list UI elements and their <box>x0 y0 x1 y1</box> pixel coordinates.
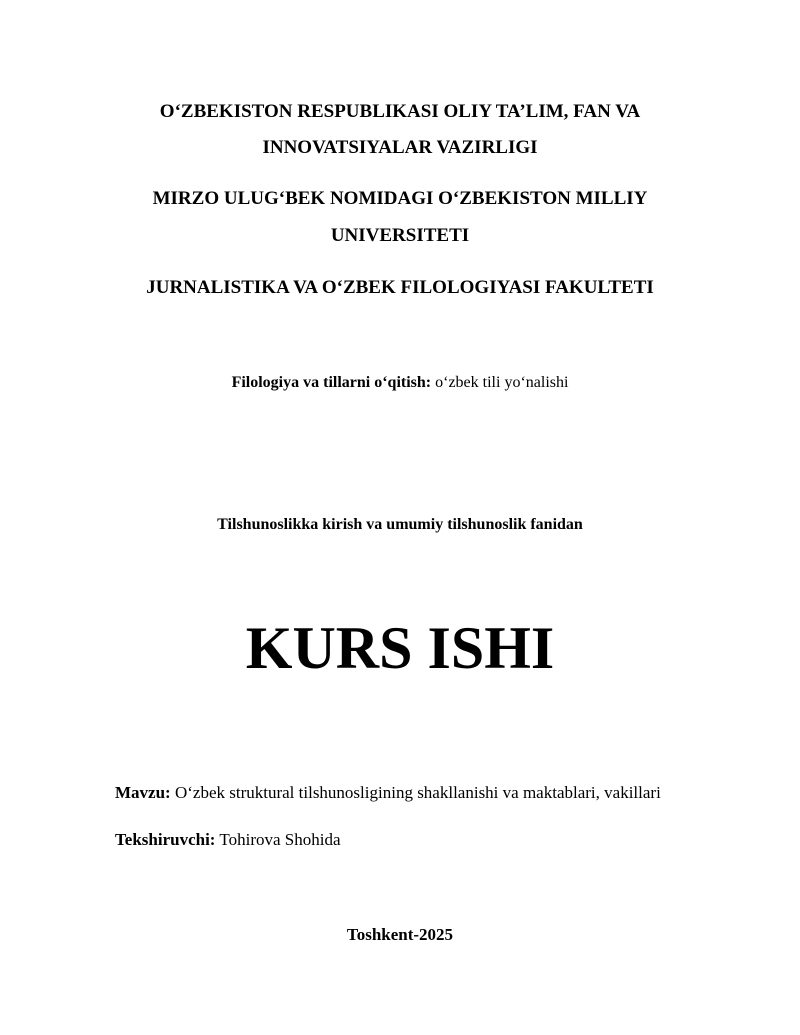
reviewer-line <box>115 829 341 851</box>
reviewer-value: Tohirova Shohida <box>219 830 341 849</box>
study-direction-value: o‘zbek tili yo‘nalishi <box>435 374 569 391</box>
study-direction-label: Filologiya va tillarni o‘qitish: <box>231 374 432 391</box>
document-title: KURS ISHI <box>245 615 555 681</box>
course-subject: Tilshunoslikka kirish va umumiy tilshunoslik fanidan <box>217 516 583 533</box>
ministry-name-line-1: O‘ZBEKISTON RESPUBLIKASI OLIY TA’LIM, FAN VA <box>159 101 641 122</box>
city-year: Toshkent-2025 <box>346 925 454 944</box>
faculty-name: JURNALISTIKA VA O‘ZBEK FILOLOGIYASI FAKULTETI <box>146 277 654 298</box>
topic-label: Mavzu: <box>115 783 171 802</box>
university-name-line-1: MIRZO ULUG‘BEK NOMIDAGI O‘ZBEKISTON MILLIY <box>152 188 648 209</box>
topic-line <box>115 782 661 804</box>
reviewer-label: Tekshiruvchi: <box>115 830 216 849</box>
study-direction <box>0 373 800 393</box>
ministry-name-line-2: INNOVATSIYALAR VAZIRLIGI <box>262 137 538 158</box>
university-name-line-2: UNIVERSITETI <box>330 225 470 246</box>
topic-value: O‘zbek struktural tilshunosligining shakllanishi va maktablari, vakillari <box>174 783 661 802</box>
